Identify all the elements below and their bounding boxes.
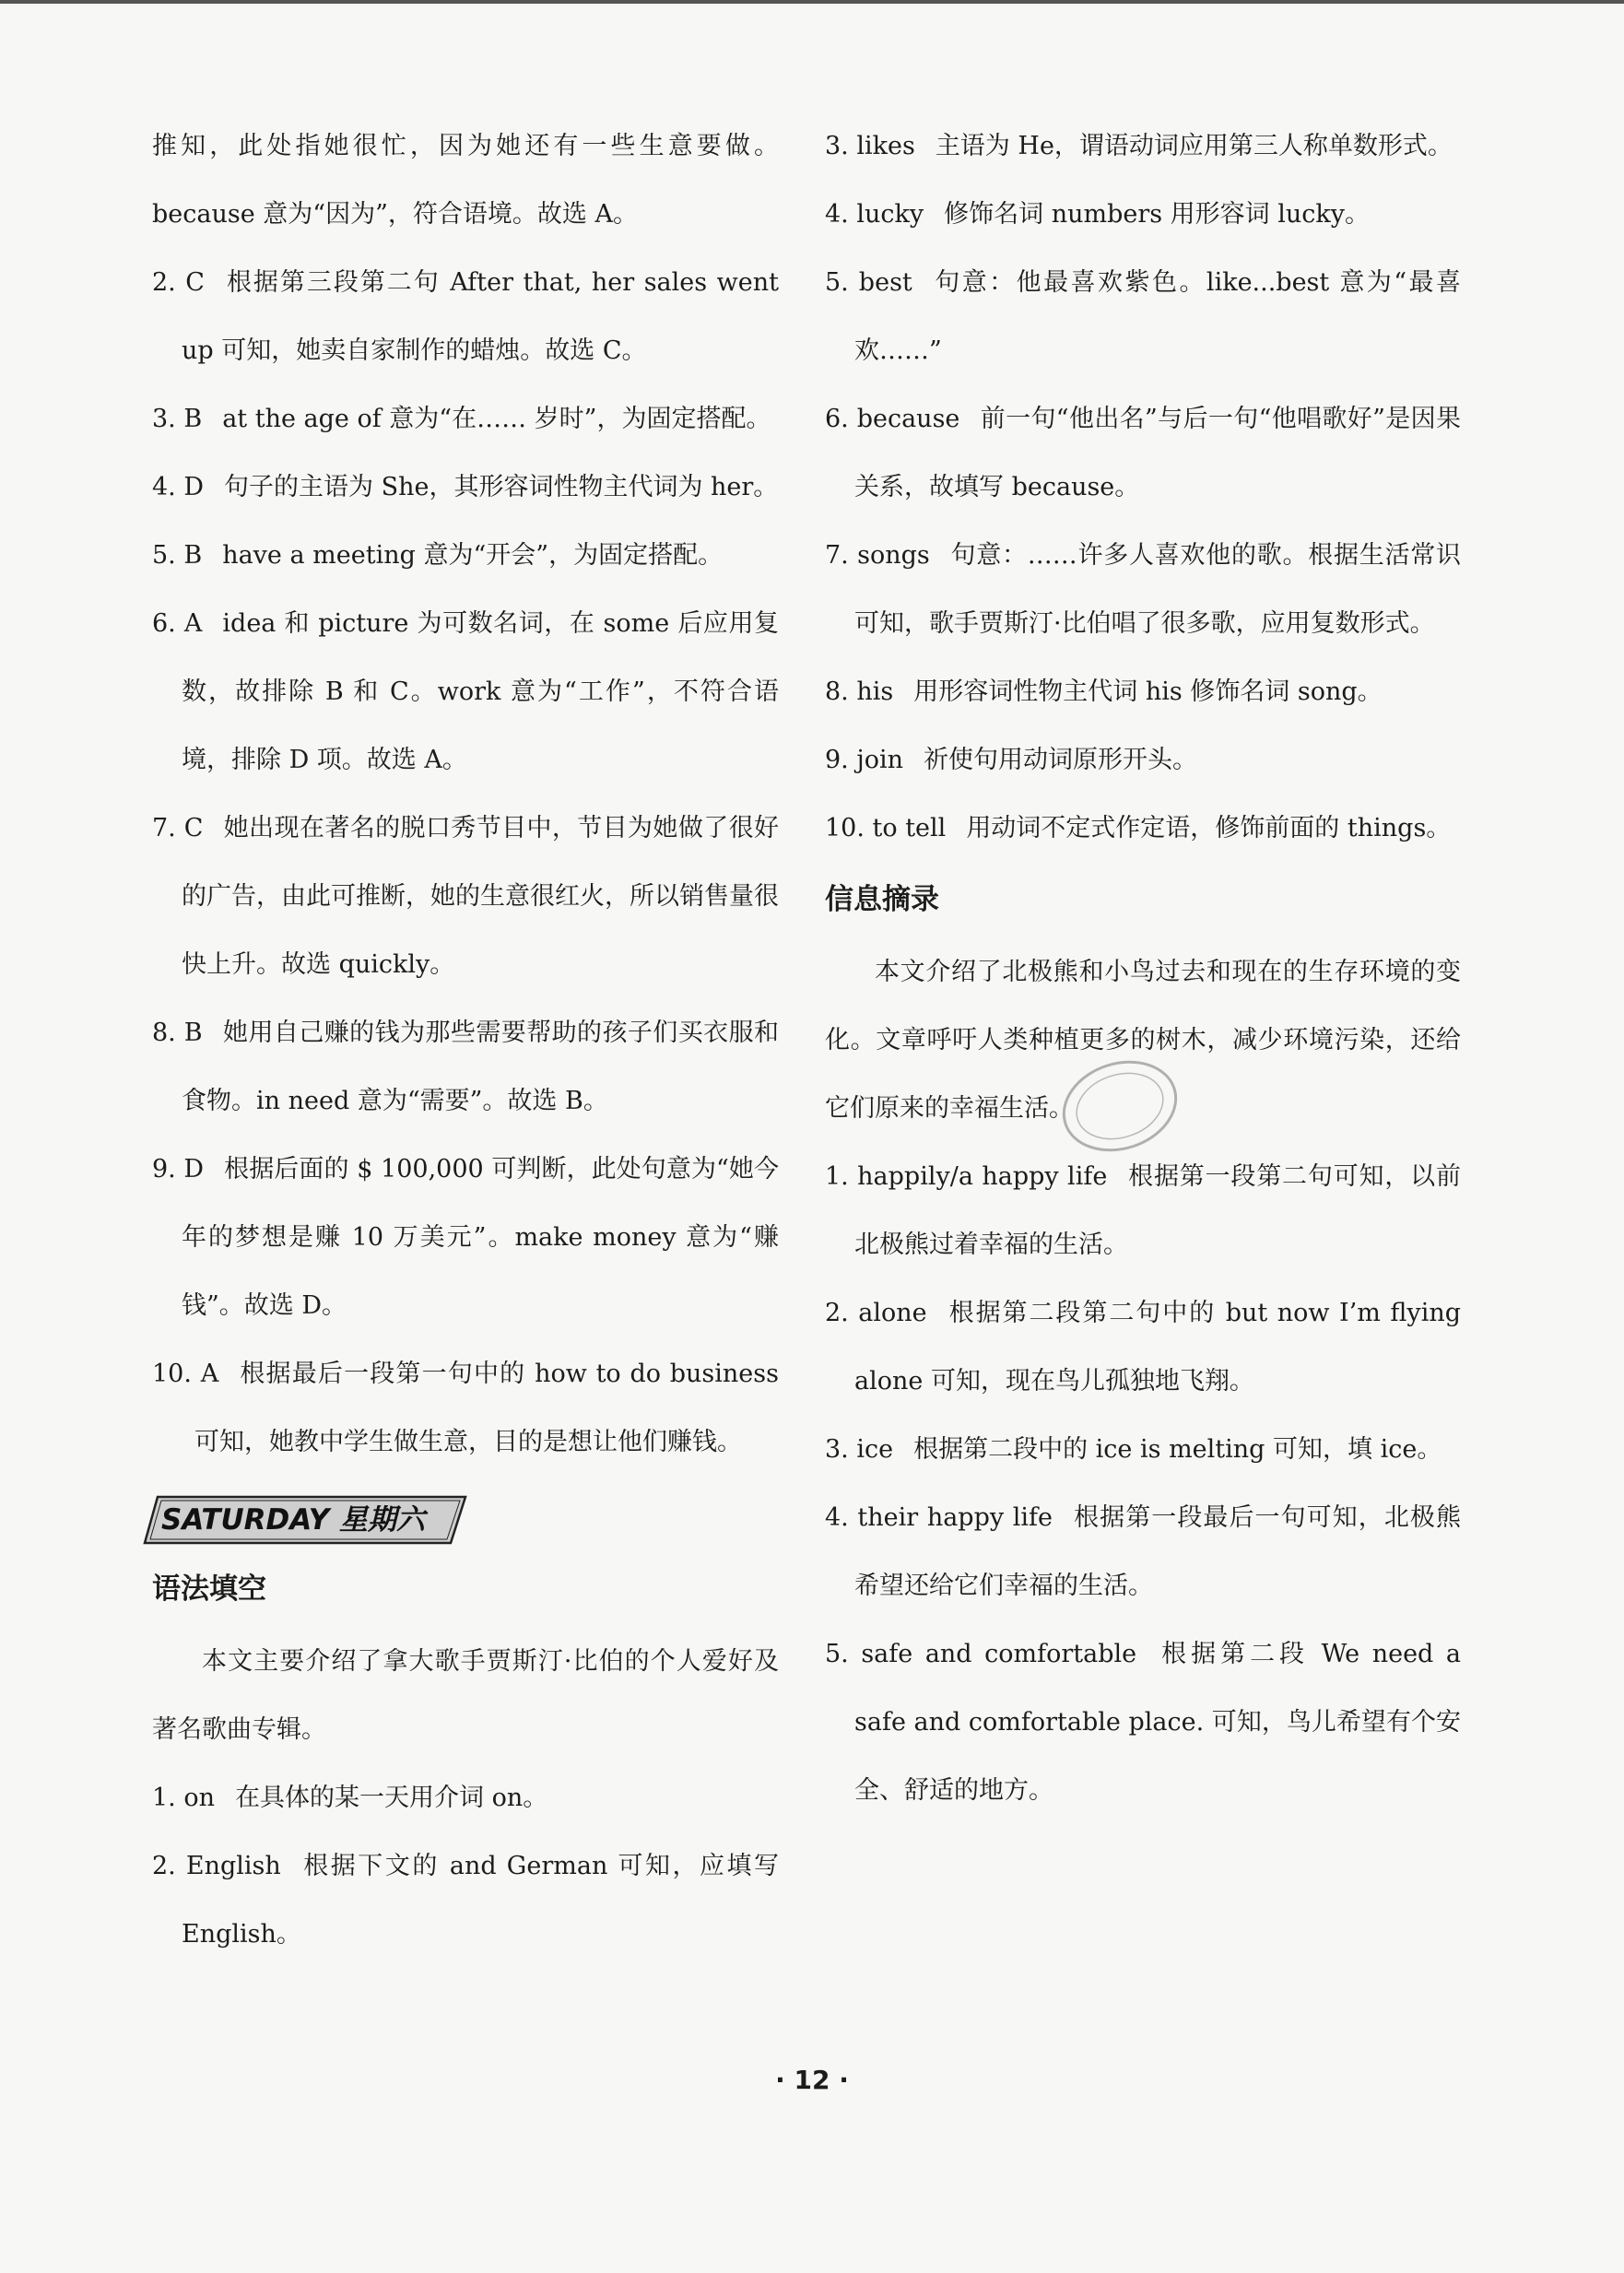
answer-item-10: 10. A 根据最后一段第一句中的 how to do business 可知，她教中学生做生意，目的是想让他们赚钱。 bbox=[152, 1360, 779, 1456]
grammar-item-3: 3. likes 主语为 He，谓语动词应用第三人称单数形式。 bbox=[825, 132, 1453, 160]
top-border bbox=[0, 0, 1624, 4]
answer-item-7: 7. C 她出现在著名的脱口秀节目中，节目为她做了很好的广告，由此可推断，她的生意很红火，所以销售量很快上升。故选 quickly。 bbox=[152, 814, 779, 979]
grammar-item-7: 7. songs 句意：……许多人喜欢他的歌。根据生活常识可知，歌手贾斯汀·比伯唱了很多歌，应用复数形式。 bbox=[825, 541, 1461, 638]
stamp-icon bbox=[1051, 1051, 1189, 1161]
section-summary: 本文主要介绍了拿大歌手贾斯汀·比伯的个人爱好及著名歌曲专辑。 bbox=[152, 1647, 779, 1744]
left-column bbox=[152, 112, 779, 1969]
grammar-item-9: 9. join 祈使句用动词原形开头。 bbox=[825, 746, 1197, 774]
info-item-4: 4. their happy life 根据第一段最后一句可知，北极熊希望还给它们幸福的生活。 bbox=[825, 1503, 1461, 1600]
grammar-item-2: 2. English 根据下文的 and German 可知，应填写 English。 bbox=[152, 1852, 780, 1949]
grammar-item-6: 6. because 前一句“他出名”与后一句“他唱歌好”是因果关系，故填写 because。 bbox=[825, 405, 1461, 501]
info-item-3: 3. ice 根据第二段中的 ice is melting 可知，填 ice。 bbox=[825, 1435, 1442, 1464]
info-item-1: 1. happily/a happy life 根据第一段第二句可知，以前北极熊过着幸福的生活。 bbox=[825, 1162, 1461, 1259]
grammar-item-4: 4. lucky 修饰名词 numbers 用形容词 lucky。 bbox=[825, 200, 1371, 229]
info-item-5: 5. safe and comfortable 根据第二段 We need a safe and comfortable place. 可知，鸟儿希望有个安全、舒适的地方。 bbox=[825, 1640, 1461, 1805]
paragraph-continued: 推知，此处指她很忙，因为她还有一些生意要做。because 意为“因为”，符合语境。故选 A。 bbox=[152, 132, 779, 229]
banner-label: SATURDAY 星期六 bbox=[161, 1503, 425, 1537]
grammar-item-1: 1. on 在具体的某一天用介词 on。 bbox=[152, 1784, 548, 1812]
grammar-item-5: 5. best 句意：他最喜欢紫色。like...best 意为“最喜欢……” bbox=[825, 268, 1461, 365]
section-title-grammar: 语法填空 bbox=[152, 1572, 266, 1606]
answer-item-4: 4. D 句子的主语为 She，其形容词性物主代词为 her。 bbox=[152, 473, 779, 501]
answer-item-5: 5. B have a meeting 意为“开会”，为固定搭配。 bbox=[152, 541, 724, 570]
grammar-item-10: 10. to tell 用动词不定式作定语，修饰前面的 things。 bbox=[825, 814, 1452, 842]
answer-item-9: 9. D 根据后面的 $ 100,000 可判断，此处句意为“她今年的梦想是赚 10 万美元”。make money 意为“赚钱”。故选 D。 bbox=[152, 1155, 779, 1320]
grammar-item-8: 8. his 用形容词性物主代词 his 修饰名词 song。 bbox=[825, 677, 1383, 706]
section-title-info: 信息摘录 bbox=[825, 883, 939, 916]
answer-item-8: 8. B 她用自己赚的钱为那些需要帮助的孩子们买衣服和食物。in need 意为“需要”。故选 B。 bbox=[152, 1019, 780, 1115]
right-column bbox=[825, 112, 1461, 1825]
section-summary-info: 本文介绍了北极熊和小鸟过去和现在的生存环境的变化。文章呼吁人类种植更多的树木，减少环境污染，还给它们原来的幸福生活。 bbox=[825, 958, 1461, 1123]
info-item-2: 2. alone 根据第二段第二句中的 but now I’m flying alone 可知，现在鸟儿孤独地飞翔。 bbox=[825, 1299, 1461, 1396]
page-number: · 12 · bbox=[775, 2065, 849, 2095]
answer-item-2: 2. C 根据第三段第二句 After that, her sales went up 可知，她卖自家制作的蜡烛。故选 C。 bbox=[152, 268, 779, 365]
saturday-banner bbox=[141, 1490, 473, 1550]
answer-item-3: 3. B at the age of 意为“在…… 岁时”，为固定搭配。 bbox=[152, 405, 771, 433]
answer-item-6: 6. A idea 和 picture 为可数名词，在 some 后应用复数，故排除 B 和 C。work 意为“工作”，不符合语境，排除 D 项。故选 A。 bbox=[152, 609, 780, 774]
